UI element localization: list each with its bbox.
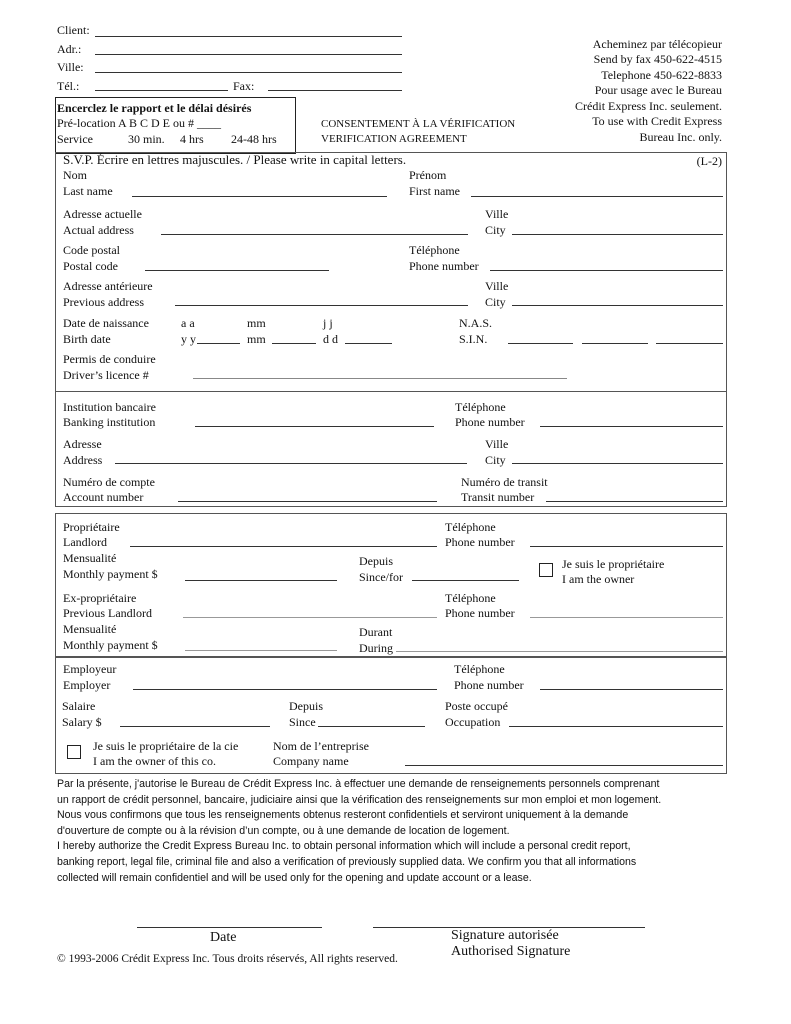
phone-label-fr: Téléphone: [409, 243, 460, 257]
contact-line: Crédit Express Inc. seulement.: [575, 99, 722, 113]
since-label-en: Since: [289, 715, 316, 729]
transit-label-fr: Numéro de transit: [461, 475, 548, 489]
tel-field[interactable]: [95, 90, 228, 91]
bank-field[interactable]: [195, 426, 434, 427]
transit-label-en: Transit number: [461, 490, 535, 504]
address-label-fr: Adresse actuelle: [63, 207, 142, 221]
authorization-line: banking report, legal file, criminal file and also a verification of previously supplied data. We confirm you that all informations: [57, 855, 637, 868]
dob-label-en: Birth date: [63, 332, 111, 346]
authorization-line: d'ouverture de compte ou à la révision d’un compte, ou à une demande de location de logement.: [57, 824, 510, 837]
during-field[interactable]: [396, 651, 723, 652]
employer-field[interactable]: [133, 689, 437, 690]
owner-label-en: I am the owner: [562, 572, 635, 586]
owner-checkbox[interactable]: [539, 563, 553, 577]
bank-label-fr: Institution bancaire: [63, 400, 156, 414]
occupation-field[interactable]: [509, 726, 723, 727]
bank-address-label-en: Address: [63, 453, 103, 467]
authorization-line: Nous vous confirmons que tous les renseignements obtenus resteront confidentiels et serviront uniquement à la demande: [57, 809, 629, 822]
company-owner-checkbox[interactable]: [67, 745, 81, 759]
copyright: © 1993-2006 Crédit Express Inc. Tous droits réservés, All rights reserved.: [57, 953, 398, 965]
phone-label-en: Phone number: [445, 606, 515, 620]
dob-yy: y y: [181, 332, 196, 346]
occupation-label-en: Occupation: [445, 715, 501, 729]
contact-line: Send by fax 450-622-4515: [593, 52, 722, 66]
company-name-label-fr: Nom de l’entreprise: [273, 739, 369, 753]
sin-field-3[interactable]: [656, 343, 723, 344]
fax-label: Fax:: [233, 79, 255, 93]
authorization-line: un rapport de crédit personnel, bancaire, judiciaire ainsi que la vérification des renseignements sur mon emploi et mon logement.: [57, 793, 662, 806]
landlord-label-en: Landlord: [63, 535, 107, 549]
account-label-fr: Numéro de compte: [63, 475, 155, 489]
city-label: City: [485, 295, 506, 309]
since-label-fr: Depuis: [289, 699, 323, 713]
since-label-en: Since/for: [359, 570, 403, 584]
occupation-label-fr: Poste occupé: [445, 699, 508, 713]
prev-landlord-label-en: Previous Landlord: [63, 606, 152, 620]
payment-label-fr: Mensualité: [63, 622, 117, 636]
phone-label-fr: Téléphone: [445, 591, 496, 605]
prev-payment-field[interactable]: [185, 650, 337, 651]
service-option[interactable]: 24-48 hrs: [231, 132, 277, 146]
last-name-field[interactable]: [132, 196, 387, 197]
client-field[interactable]: [95, 36, 402, 37]
licence-label-en: Driver’s licence #: [63, 368, 149, 382]
sin-field-1[interactable]: [508, 343, 573, 344]
company-name-field[interactable]: [405, 765, 723, 766]
company-owner-label-en: I am the owner of this co.: [93, 754, 216, 768]
licence-field[interactable]: [193, 378, 567, 379]
payment-label-fr: Mensualité: [63, 551, 117, 565]
date-label: Date: [210, 930, 237, 945]
salary-field[interactable]: [120, 726, 270, 727]
phone-field[interactable]: [490, 270, 723, 271]
dob-mm2: mm: [247, 332, 266, 346]
phone-label-fr: Téléphone: [445, 520, 496, 534]
landlord-field[interactable]: [130, 546, 437, 547]
dob-dd: d d: [323, 332, 338, 346]
landlord-label-fr: Propriétaire: [63, 520, 120, 534]
phone-label-fr: Téléphone: [455, 400, 506, 414]
address-label-en: Actual address: [63, 223, 134, 237]
city-field[interactable]: [512, 234, 723, 235]
company-owner-label-fr: Je suis le propriétaire de la cie: [93, 739, 239, 753]
signature-label-fr: Signature autorisée: [451, 928, 559, 943]
ville-label: Ville:: [57, 60, 84, 74]
prev-address-field[interactable]: [175, 305, 468, 306]
prev-landlord-label-fr: Ex-propriétaire: [63, 591, 137, 605]
dob-day-field[interactable]: [345, 343, 392, 344]
bank-address-field[interactable]: [115, 463, 467, 464]
prev-address-label-en: Previous address: [63, 295, 144, 309]
postal-label-fr: Code postal: [63, 243, 120, 257]
employer-label-fr: Employeur: [63, 662, 117, 676]
agreement-title-en: VERIFICATION AGREEMENT: [321, 133, 467, 145]
contact-line: Bureau Inc. only.: [639, 130, 722, 144]
bank-city-field[interactable]: [512, 463, 723, 464]
adr-label: Adr.:: [57, 42, 82, 56]
company-name-label-en: Company name: [273, 754, 349, 768]
phone-label-en: Phone number: [445, 535, 515, 549]
employer-phone-field[interactable]: [540, 689, 723, 690]
service-label: Service: [57, 132, 93, 146]
account-field[interactable]: [178, 501, 437, 502]
first-name-field[interactable]: [471, 196, 723, 197]
dob-jj: j j: [323, 316, 333, 330]
service-option[interactable]: 30 min.: [128, 132, 165, 146]
fax-field[interactable]: [268, 90, 402, 91]
prev-city-field[interactable]: [512, 305, 723, 306]
nas-label: N.A.S.: [459, 316, 493, 330]
account-label-en: Account number: [63, 490, 144, 504]
ville-label: Ville: [485, 279, 509, 293]
phone-label-en: Phone number: [455, 415, 525, 429]
dob-label-fr: Date de naissance: [63, 316, 149, 330]
authorization-text: [57, 777, 737, 886]
payment-label-en: Monthly payment $: [63, 567, 158, 581]
instruction: S.V.P. Écrire en lettres majuscules. / Please write in capital letters.: [63, 152, 407, 167]
agreement-title-fr: CONSENTEMENT À LA VÉRIFICATION: [321, 118, 516, 130]
dob-aa: a a: [181, 316, 195, 330]
last-name-label: Last name: [63, 184, 113, 198]
postal-code-field[interactable]: [145, 270, 329, 271]
bank-label-en: Banking institution: [63, 415, 156, 429]
owner-label-fr: Je suis le propriétaire: [562, 557, 665, 571]
authorization-line: collected will remain confidentiel and will be used only for the opening and update account or a lease.: [57, 871, 532, 884]
prev-landlord-field[interactable]: [183, 617, 437, 618]
contact-line: Acheminez par télécopieur: [592, 37, 722, 51]
contact-line: To use with Credit Express: [592, 114, 722, 128]
licence-label-fr: Permis de conduire: [63, 352, 156, 366]
tel-label: Tél.:: [57, 79, 80, 93]
service-option[interactable]: 4 hrs: [180, 132, 204, 146]
authorization-line: Par la présente, j'autorise le Bureau de Crédit Express Inc. à effectuer une demande de renseignements personnels comprenant: [57, 778, 660, 790]
bank-address-label-fr: Adresse: [63, 437, 102, 451]
transit-field[interactable]: [546, 501, 723, 502]
employer-label-en: Employer: [63, 678, 111, 692]
first-name-label: First name: [409, 184, 460, 198]
adr-field[interactable]: [95, 54, 402, 55]
address-field[interactable]: [161, 234, 468, 235]
ville-label: Ville: [485, 437, 509, 451]
prev-landlord-phone-field[interactable]: [530, 617, 723, 618]
landlord-phone-field[interactable]: [530, 546, 723, 547]
salary-label-en: Salary $: [62, 715, 102, 729]
report-box-title: Encerclez le rapport et le délai désirés: [57, 101, 252, 115]
dob-month-field[interactable]: [272, 343, 316, 344]
contact-line: Pour usage avec le Bureau: [594, 83, 722, 97]
city-label: City: [485, 453, 506, 467]
date-field[interactable]: [137, 927, 322, 928]
dob-year-field[interactable]: [197, 343, 240, 344]
contact-line: Telephone 450-622-8833: [601, 68, 722, 82]
since-label-fr: Depuis: [359, 554, 393, 568]
ville-label: Ville: [485, 207, 509, 221]
signature-label-en: Authorised Signature: [451, 944, 571, 959]
employment-since-field[interactable]: [318, 726, 425, 727]
city-label: City: [485, 223, 506, 237]
since-field[interactable]: [412, 580, 519, 581]
prenom-label: Prénom: [409, 168, 447, 182]
postal-label-en: Postal code: [63, 259, 118, 273]
personal-info-section: [55, 152, 727, 392]
nom-label: Nom: [63, 168, 87, 182]
dob-mm: mm: [247, 316, 266, 330]
payment-field[interactable]: [185, 580, 337, 581]
sin-label: S.I.N.: [459, 332, 488, 346]
salary-label-fr: Salaire: [62, 699, 96, 713]
pre-location-options[interactable]: Pré-location A B C D E ou # ____: [57, 116, 221, 130]
ville-field[interactable]: [95, 72, 402, 73]
bank-phone-field[interactable]: [540, 426, 723, 427]
payment-label-en: Monthly payment $: [63, 638, 158, 652]
sin-field-2[interactable]: [582, 343, 648, 344]
authorization-line: I hereby authorize the Credit Express Bureau Inc. to obtain personal information which will include a personal credit report,: [57, 840, 631, 853]
prev-address-label-fr: Adresse antérieure: [63, 279, 153, 293]
form-code: (L-2): [696, 154, 722, 168]
phone-label-en: Phone number: [454, 678, 524, 692]
during-label-en: During: [359, 641, 393, 655]
during-label-fr: Durant: [359, 625, 393, 639]
client-label: Client:: [57, 23, 90, 37]
phone-label-fr: Téléphone: [454, 662, 505, 676]
phone-label-en: Phone number: [409, 259, 479, 273]
